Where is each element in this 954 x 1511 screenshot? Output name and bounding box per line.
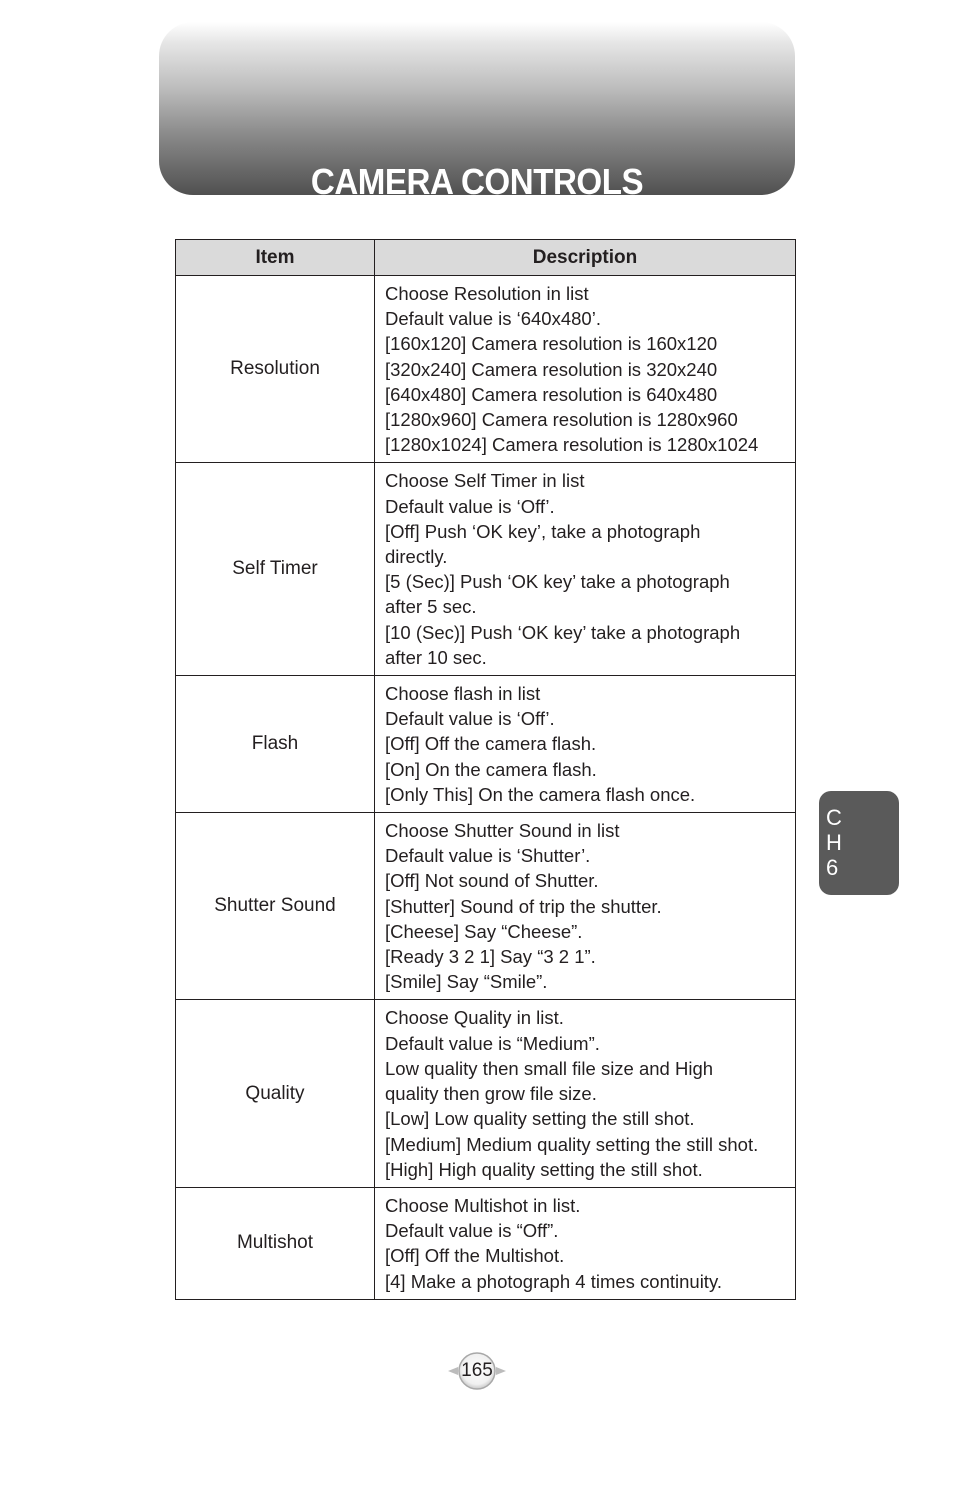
column-header-description: Description [375, 240, 796, 276]
chapter-tab-number: 6 [826, 855, 839, 880]
row-item-label: Multishot [176, 1187, 375, 1299]
description-line: after 10 sec. [385, 646, 487, 668]
description-line: [640x480] Camera resolution is 640x480 [385, 383, 718, 405]
row-item-label: Flash [176, 676, 375, 813]
chapter-tab-letter: C [826, 805, 842, 830]
description-line: directly. [385, 546, 448, 568]
description-line: Choose Quality in list. [385, 1007, 564, 1029]
description-line: [Medium] Medium quality setting the still shot. [385, 1133, 759, 1155]
description-line: [High] High quality setting the still shot. [385, 1158, 703, 1180]
row-item-label: Quality [176, 1000, 375, 1187]
description-line: [1280x960] Camera resolution is 1280x960 [385, 409, 738, 431]
row-item-label: Self Timer [176, 463, 375, 676]
chapter-tab-letter: H [826, 830, 842, 855]
table-row [176, 276, 796, 463]
description-line: [Off] Off the camera flash. [385, 733, 597, 755]
description-line: Default value is ‘Off’. [385, 495, 555, 517]
table-row [176, 813, 796, 1000]
description-line: [On] On the camera flash. [385, 758, 597, 780]
description-line: [160x120] Camera resolution is 160x120 [385, 333, 718, 355]
description-line: after 5 sec. [385, 596, 477, 618]
description-line: Choose Multishot in list. [385, 1194, 581, 1216]
description-line: [Smile] Say “Smile”. [385, 971, 548, 993]
row-item-label: Shutter Sound [176, 813, 375, 1000]
description-line: [Low] Low quality setting the still shot. [385, 1108, 695, 1130]
description-line: [Shutter] Sound of trip the shutter. [385, 895, 662, 917]
page-number-badge [446, 1352, 508, 1390]
description-line: [Off] Push ‘OK key’, take a photograph [385, 520, 701, 542]
description-line: [5 (Sec)] Push ‘OK key’ take a photograph [385, 571, 730, 593]
description-line: [4] Make a photograph 4 times continuity. [385, 1270, 722, 1292]
description-line: [1280x1024] Camera resolution is 1280x1024 [385, 434, 759, 456]
description-line: [Ready 3 2 1] Say “3 2 1”. [385, 946, 596, 968]
description-line: Default value is ‘Off’. [385, 708, 555, 730]
description-line: [Off] Off the Multishot. [385, 1245, 565, 1267]
description-line: [Only This] On the camera flash once. [385, 783, 696, 805]
row-description [375, 1187, 796, 1299]
row-item-label: Resolution [176, 276, 375, 463]
description-line: Default value is “Medium”. [385, 1032, 600, 1054]
title-banner [159, 22, 795, 202]
table-row [176, 1000, 796, 1187]
description-line: [10 (Sec)] Push ‘OK key’ take a photograph [385, 621, 741, 643]
row-description [375, 276, 796, 463]
table-header-row [176, 240, 796, 276]
table-row [176, 1187, 796, 1299]
row-description [375, 463, 796, 676]
description-line: Default value is “Off”. [385, 1220, 559, 1242]
description-line: [Cheese] Say “Cheese”. [385, 920, 583, 942]
description-line: Choose Shutter Sound in list [385, 820, 620, 842]
camera-controls-table [175, 239, 796, 1300]
description-line: Default value is ‘640x480’. [385, 308, 601, 330]
description-line: [320x240] Camera resolution is 320x240 [385, 358, 718, 380]
description-line: Default value is ‘Shutter’. [385, 845, 591, 867]
row-description [375, 813, 796, 1000]
description-line: Choose Self Timer in list [385, 470, 585, 492]
page-title: CAMERA CONTROLS [310, 161, 644, 202]
description-line: quality then grow file size. [385, 1083, 597, 1105]
description-line: Low quality then small file size and High [385, 1057, 714, 1079]
column-header-item: Item [176, 240, 375, 276]
description-line: Choose flash in list [385, 683, 541, 705]
chapter-tab [819, 791, 899, 895]
table-row [176, 463, 796, 676]
row-description [375, 676, 796, 813]
description-line: Choose Resolution in list [385, 283, 589, 304]
description-line: [Off] Not sound of Shutter. [385, 870, 599, 892]
page-number: 165 [461, 1360, 493, 1381]
table-row [176, 676, 796, 813]
row-description [375, 1000, 796, 1187]
